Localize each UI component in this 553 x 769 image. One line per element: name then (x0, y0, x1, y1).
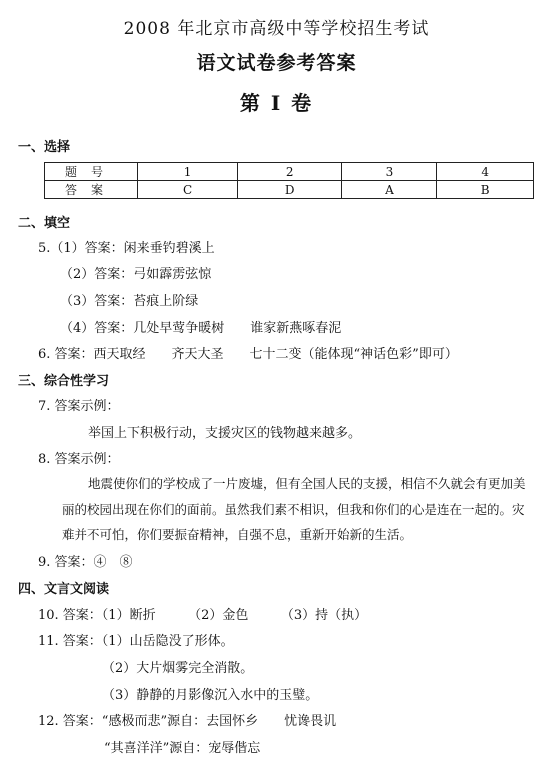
table-cell: 2 (238, 163, 342, 181)
table-row (45, 181, 534, 199)
answer-line-q11-1: 11. 答案：（1）山岳隐没了形体。 (38, 634, 234, 649)
answer-line-q12-2: “其喜洋洋”源自：宠辱偕忘 (104, 741, 261, 756)
answer-line-q5-1: 5.（1）答案：闲来垂钓碧溪上 (38, 241, 215, 256)
answer-line-q7-text: 举国上下积极行动，支援灾区的钱物越来越多。 (88, 426, 362, 441)
exam-title: 2008 年北京市高级中等学校招生考试 (123, 19, 430, 39)
answer-line-q6: 6. 答案：西天取经 齐天大圣 七十二变（能体现“神话色彩”即可） (38, 347, 458, 362)
answer-line-q11-2: （2）大片烟雾完全消散。 (102, 661, 254, 676)
table-cell: 3 (342, 163, 437, 181)
answer-line-q7-label: 7. 答案示例： (38, 399, 120, 414)
section-heading-classical: 四、文言文阅读 (18, 582, 110, 597)
volume-heading: 第 I 卷 (239, 91, 314, 115)
answer-line-q5-2: （2）答案：弓如霹雳弦惊 (60, 267, 212, 282)
answer-line-q11-3: （3）静静的月影像沉入水中的玉璧。 (102, 688, 319, 703)
answer-line-q5-4: （4）答案：几处早莺争暖树 谁家新燕啄春泥 (60, 321, 342, 336)
answer-line-q5-3: （3）答案：苔痕上阶绿 (60, 294, 199, 309)
table-header-answer: 答案 (45, 181, 138, 199)
table-cell: C (138, 181, 238, 199)
choice-answer-table (44, 162, 534, 199)
table-cell: 4 (437, 163, 534, 181)
answer-line-q8-label: 8. 答案示例： (38, 452, 120, 467)
answer-paragraph-q8-line2: 丽的校园出现在你们的面前。虽然我们素不相识，但我和你们的心是连在一起的。灾 (62, 502, 525, 517)
document-title: 语文试卷参考答案 (196, 52, 357, 74)
answer-line-q10: 10. 答案：（1）断折 （2）金色 （3）持（执） (38, 608, 368, 623)
table-cell: A (342, 181, 437, 199)
table-cell: D (238, 181, 342, 199)
table-cell: 1 (138, 163, 238, 181)
answer-paragraph-q8-line1: 地震使你们的学校成了一片废墟，但有全国人民的支援，相信不久就会有更加美 (88, 476, 526, 491)
table-row (45, 163, 534, 181)
answer-paragraph-q8-line3: 难并不可怕，你们要振奋精神，自强不息，重新开始新的生活。 (62, 527, 413, 542)
table-header-number: 题号 (45, 163, 138, 181)
answer-line-q12-1: 12. 答案：“感极而悲”源自：去国怀乡 忧谗畏讥 (38, 714, 337, 729)
answer-line-q9: 9. 答案：④ ⑧ (38, 555, 133, 570)
section-heading-choice: 一、选择 (18, 140, 71, 155)
section-heading-comprehensive: 三、综合性学习 (18, 374, 110, 389)
table-cell: B (437, 181, 534, 199)
section-heading-fill: 二、填空 (18, 216, 71, 231)
